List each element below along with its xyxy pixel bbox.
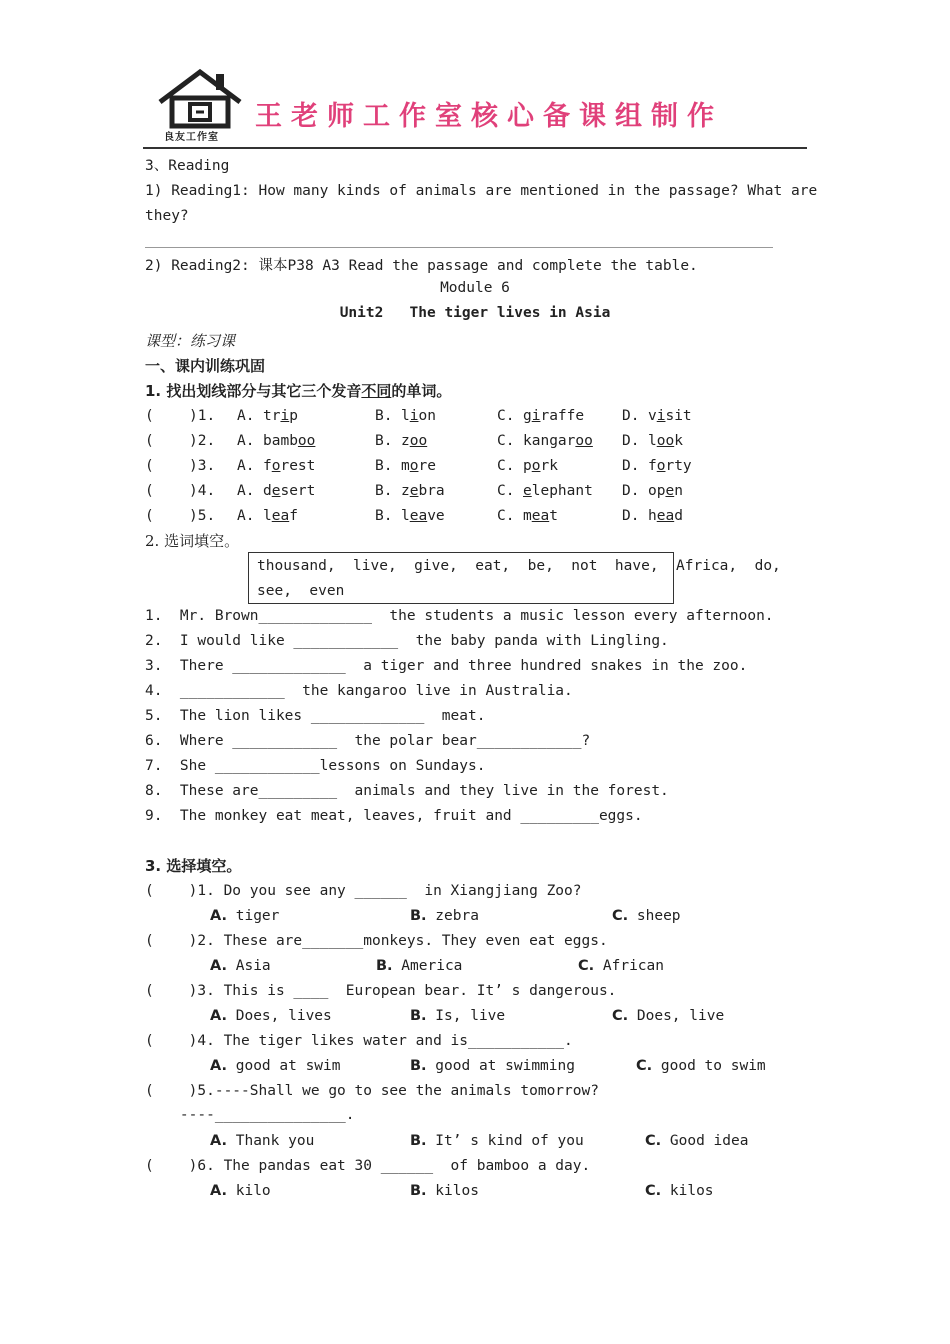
option-letter: B. bbox=[375, 508, 393, 524]
table-row bbox=[145, 405, 785, 427]
option-word: forty bbox=[648, 458, 692, 474]
question-number: )2. bbox=[189, 433, 216, 449]
option-word: leave bbox=[401, 508, 445, 524]
mc-question: ( )5.----Shall we go to see the animals tomorrow? bbox=[145, 1083, 599, 1099]
answer-paren[interactable]: ( bbox=[145, 483, 154, 499]
mc-question: ( )6. The pandas eat 30 ______ of bamboo a day. bbox=[145, 1158, 591, 1174]
table-row bbox=[145, 505, 785, 527]
reading-q1-line1: 1) Reading1: How many kinds of animals are mentioned in the passage? What are bbox=[145, 183, 818, 199]
option-letter: D. bbox=[622, 433, 640, 449]
fill-sentence: 8. These are_________ animals and they live in the forest. bbox=[145, 783, 669, 799]
answer-paren[interactable]: ( bbox=[145, 458, 154, 474]
option-letter: A. bbox=[237, 508, 255, 524]
mc-option[interactable]: C. Does, live bbox=[612, 1008, 725, 1024]
option-word: kangaroo bbox=[523, 433, 593, 449]
part2-title: 2. 选词填空。 bbox=[145, 532, 240, 550]
option-word: pork bbox=[523, 458, 558, 474]
mc-option[interactable]: B. America bbox=[376, 958, 463, 974]
answer-paren[interactable]: ( bbox=[145, 508, 154, 524]
house-logo-icon bbox=[156, 68, 244, 144]
module-title: Module 6 bbox=[440, 280, 510, 296]
option-letter: B. bbox=[375, 433, 393, 449]
lesson-type: 课型：练习课 bbox=[145, 332, 236, 350]
question-number: )3. bbox=[189, 458, 216, 474]
mc-option[interactable]: A. tiger bbox=[210, 908, 280, 924]
option-word: bamboo bbox=[263, 433, 316, 449]
mc-option[interactable]: B. It’ s kind of you bbox=[410, 1133, 584, 1149]
mc-option[interactable]: B. zebra bbox=[410, 908, 479, 924]
option-word: more bbox=[401, 458, 436, 474]
option-word: lion bbox=[401, 408, 436, 424]
mc-question: ( )1. Do you see any ______ in Xiangjiang Zoo? bbox=[145, 883, 582, 899]
logo-caption: 良友工作室 bbox=[164, 132, 219, 143]
header-banner: 王老师工作室核心备课组制作 bbox=[255, 101, 723, 132]
fill-sentence: 7. She ____________lessons on Sundays. bbox=[145, 758, 486, 774]
option-letter: B. bbox=[375, 483, 393, 499]
option-letter: D. bbox=[622, 408, 640, 424]
mc-question: ( )4. The tiger likes water and is___________. bbox=[145, 1033, 573, 1049]
option-letter: C. bbox=[497, 458, 515, 474]
word-box-line2: see, even bbox=[257, 583, 345, 599]
mc-option[interactable]: A. Asia bbox=[210, 958, 271, 974]
fill-sentence: 6. Where ____________ the polar bear____________? bbox=[145, 733, 591, 749]
option-word: look bbox=[648, 433, 683, 449]
option-letter: A. bbox=[237, 433, 255, 449]
mc-option[interactable]: C. African bbox=[578, 958, 664, 974]
mc-question: ( )3. This is ____ European bear. It’ s dangerous. bbox=[145, 983, 617, 999]
option-word: elephant bbox=[523, 483, 593, 499]
option-word: meat bbox=[523, 508, 558, 524]
option-word: zebra bbox=[401, 483, 445, 499]
option-letter: C. bbox=[497, 408, 515, 424]
fill-sentence: 5. The lion likes _____________ meat. bbox=[145, 708, 486, 724]
option-word: open bbox=[648, 483, 683, 499]
mc-option[interactable]: C. good to swim bbox=[636, 1058, 766, 1074]
answer-line[interactable] bbox=[145, 247, 773, 248]
answer-paren[interactable]: ( bbox=[145, 433, 154, 449]
option-letter: A. bbox=[237, 458, 255, 474]
table-row bbox=[145, 455, 785, 477]
mc-question-reply: ----_______________. bbox=[145, 1107, 355, 1123]
mc-option[interactable]: C. kilos bbox=[645, 1183, 714, 1199]
option-word: forest bbox=[263, 458, 316, 474]
option-letter: D. bbox=[622, 483, 640, 499]
option-letter: B. bbox=[375, 408, 393, 424]
option-letter: C. bbox=[497, 483, 515, 499]
option-letter: A. bbox=[237, 483, 255, 499]
option-letter: C. bbox=[497, 508, 515, 524]
word-box-line1: thousand, live, give, eat, be, not have, Africa, do, bbox=[257, 558, 781, 574]
reading-q1-line2: they? bbox=[145, 208, 189, 224]
option-word: visit bbox=[648, 408, 692, 424]
option-word: giraffe bbox=[523, 408, 585, 424]
mc-option[interactable]: B. kilos bbox=[410, 1183, 479, 1199]
answer-paren[interactable]: ( bbox=[145, 408, 154, 424]
mc-option[interactable]: B. Is, live bbox=[410, 1008, 506, 1024]
fill-sentence: 4. ____________ the kangaroo live in Australia. bbox=[145, 683, 573, 699]
option-letter: D. bbox=[622, 458, 640, 474]
reading-title: 3、Reading bbox=[145, 158, 230, 174]
option-letter: B. bbox=[375, 458, 393, 474]
fill-sentence: 1. Mr. Brown_____________ the students a music lesson every afternoon. bbox=[145, 608, 774, 624]
fill-sentence: 2. I would like ____________ the baby panda with Lingling. bbox=[145, 633, 669, 649]
mc-question: ( )2. These are_______monkeys. They even eat eggs. bbox=[145, 933, 608, 949]
option-word: zoo bbox=[401, 433, 428, 449]
question-number: )5. bbox=[189, 508, 216, 524]
fill-sentence: 9. The monkey eat meat, leaves, fruit and _________eggs. bbox=[145, 808, 643, 824]
mc-option[interactable]: B. good at swimming bbox=[410, 1058, 575, 1074]
table-row bbox=[145, 430, 785, 452]
option-letter: C. bbox=[497, 433, 515, 449]
option-letter: A. bbox=[237, 408, 255, 424]
reading-q2: 2) Reading2: 课本P38 A3 Read the passage and complete the table. bbox=[145, 258, 698, 274]
option-word: head bbox=[648, 508, 683, 524]
table-row bbox=[145, 480, 785, 502]
header-divider bbox=[143, 147, 807, 149]
unit-title: Unit2 The tiger lives in Asia bbox=[339, 305, 611, 321]
mc-option[interactable]: A. good at swim bbox=[210, 1058, 341, 1074]
option-word: desert bbox=[263, 483, 316, 499]
part3-title: 3. 选择填空。 bbox=[145, 857, 242, 875]
question-number: )1. bbox=[189, 408, 216, 424]
part1-title: 1. 找出划线部分与其它三个发音不同的单词。 bbox=[145, 382, 452, 400]
option-word: trip bbox=[263, 408, 298, 424]
option-letter: D. bbox=[622, 508, 640, 524]
mc-option[interactable]: A. Does, lives bbox=[210, 1008, 332, 1024]
fill-sentence: 3. There _____________ a tiger and three hundred snakes in the zoo. bbox=[145, 658, 748, 674]
word-box bbox=[248, 552, 781, 604]
mc-option[interactable]: A. Thank you bbox=[210, 1133, 315, 1149]
mc-option[interactable]: C. sheep bbox=[612, 908, 681, 924]
option-word: leaf bbox=[263, 508, 298, 524]
question-number: )4. bbox=[189, 483, 216, 499]
section-title: 一、课内训练巩固 bbox=[145, 357, 266, 375]
mc-option[interactable]: A. kilo bbox=[210, 1183, 271, 1199]
mc-option[interactable]: C. Good idea bbox=[645, 1133, 749, 1149]
